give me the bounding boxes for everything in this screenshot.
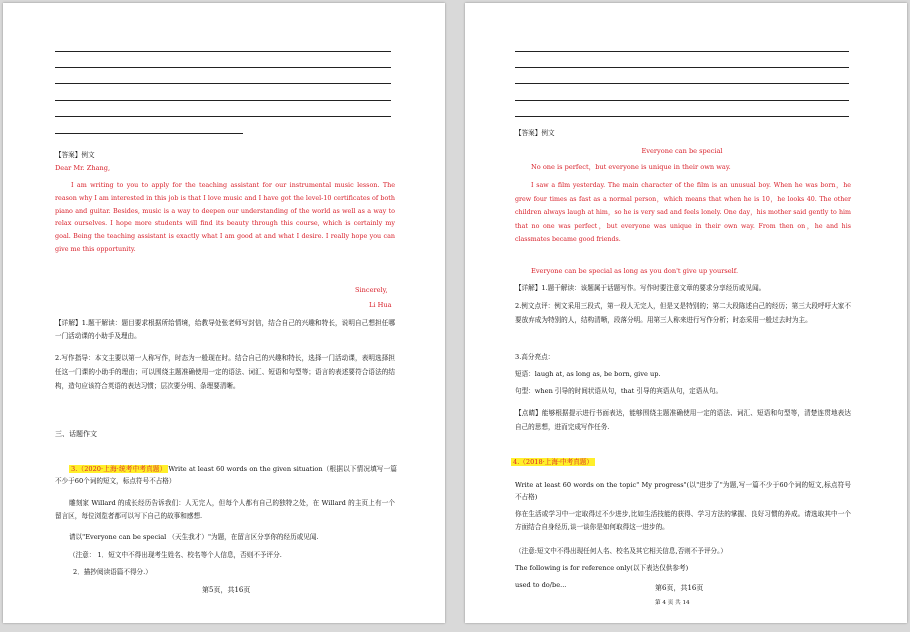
document-page-5 [3, 3, 445, 623]
essay-paragraph-1: No one is perfect，but everyone is unique in their own way. [531, 163, 731, 171]
answer-line [55, 67, 391, 68]
answer-line [515, 51, 849, 52]
question-3-note-1: （注意： 1．短文中不得出现考生姓名、校名等个人信息，否则不予评分. [69, 551, 282, 559]
answer-heading: 【答案】例文 [55, 151, 95, 159]
detail-analysis-1: 【详解】1.题干解读：该题属于话题写作。写作时要注意文章的要求分享经历或见闻。 [515, 284, 766, 292]
question-4-description: 你在生活或学习中一定取得过不少进步,比如生活技能的获得、学习方法的掌握、良好习惯的养成。请选取其中一个方面结合自身经历,谈一谈你是如何取得这一进步的。 [515, 510, 851, 531]
essay-paragraph-3: Everyone can be special as long as you don't give up yourself. [531, 267, 739, 275]
question-3-source-tag: 3.（2020·上海·统考中考真题） [71, 465, 167, 473]
highlight-title: 3.高分亮点： [515, 353, 555, 361]
page-footer: 第5页，共16页 [202, 586, 251, 594]
question-3 [55, 463, 397, 487]
document-page-6 [465, 3, 907, 623]
question-4-note: （注意:短文中不得出现任何人名、校名及其它相关信息,否则不予评分。） [515, 547, 728, 555]
answer-line [515, 100, 849, 101]
letter-signature: Li Hua [369, 301, 392, 309]
page-footer: 第6页，共16页 [655, 584, 704, 592]
key-point-comment: 【点睛】能够根据提示进行书面表达，能够围绕主题准确使用一定的语法、词汇、短语和句型等，清楚连贯地表达自己的思想，进而完成写作任务. [515, 409, 851, 431]
question-4-instruction: Write at least 60 words on the topic" My progress"(以"进步了"为题,写一篇不少于60个词的短文,标点符号不占格) [515, 481, 851, 501]
essay-title: Everyone can be special [641, 147, 723, 155]
letter-closing: Sincerely, [355, 286, 388, 294]
answer-line [515, 116, 849, 117]
letter-greeting: Dear Mr. Zhang, [55, 164, 111, 172]
question-3-instruction: Write at least 60 words on the given situation（根据以下情况填写一篇不少于60个词的短文，标点符号不占格） [55, 465, 397, 485]
question-4-tag-text: 4.（2018·上海·中考真题） [513, 458, 594, 466]
reference-line: The following is for reference only(以下表达仅供参考) [515, 564, 689, 572]
answer-line [55, 100, 391, 101]
page-footer-sub: 第 4 页 共 14 [655, 600, 690, 606]
detail-analysis-2: 2.写作指导：本文主要以第一人称写作，时态为一般现在时。结合自己的兴趣和特长，选择一门活动课，表明选择担任这一门课的小助手的理由；可以围绕主题准确使用一定的语法、词汇、短语和句型等；语言的表述要符合语法的结构，造句应该符合英语的表达习惯；层次要分明、条理要清晰。 [55, 354, 395, 390]
detail-analysis-1: 【详解】1.题干解读：题目要求根据所给情境，给教导处张老师写封信，结合自己的兴趣和特长，说明自己想担任哪一门活动课的小助手及理由。 [55, 319, 395, 340]
question-4-source-tag [511, 458, 595, 466]
answer-line [55, 83, 391, 84]
answer-line [515, 67, 849, 68]
answer-line [55, 51, 391, 52]
answer-heading: 【答案】例文 [515, 129, 555, 137]
detail-analysis-2: 2.例文点评：例文采用三段式，第一段人无完人，但是又是特别的；第二大段陈述自己的经历；第三大段呼吁大家不要放弃成为特别的人，结构清晰，段落分明。用第三人称来进行写作分析；时态采用一般过去时为主。 [515, 302, 851, 324]
answer-line [55, 133, 243, 134]
highlight-sentences: 句型：when 引导的时间状语从句，that 引导的宾语从句，定语从句。 [515, 387, 723, 395]
essay-paragraph-2: I saw a film yesterday. The main character of the film is an unusual boy. When he was born，he grew four times as fast as a normal person，which means that when he is 10，he looks 40. The other children always laugh at him，so he is very sad and feels lonely. One day，his mother said gently to him that no one was perfect，but everyone was unique in their own way. From then on，he and his classmates became good friends. [515, 182, 851, 244]
question-3-note-2: 2．描抄阅读语篇不得分.） [73, 568, 152, 576]
answer-line [55, 116, 391, 117]
question-3-situation: 雕刻家 Willard 的成长经历告诉我们：人无完人，但每个人都有自己的独特之处，在 Willard 的主页上有一个留言区，每位浏览者都可以写下自己的故事和感想. [55, 499, 395, 520]
highlight-phrases: 短语：laugh at, as long as, be born, give up. [515, 370, 661, 378]
answer-line [515, 83, 849, 84]
letter-body: I am writing to you to apply for the teaching assistant for our instrumental music lesson. The reason why I am interested in this job is that I love music and I have got the level-10 certificates of both piano and guitar. Besides, music is a way to deepen our understanding of the world as well as a way to relax ourselves. I hope more students will find its beauty through this course, which is certainly my goal. Being the teaching assistant is exactly what I am good at and what I desire. I really hope you can give me this opportunity. [55, 181, 395, 253]
reference-phrase: used to do/be... [515, 581, 567, 589]
question-3-prompt: 请以"Everyone can be special （天生我才）"为题，在留言区分享你的经历或见闻. [69, 533, 319, 541]
section-title: 三、话题作文 [55, 430, 97, 438]
